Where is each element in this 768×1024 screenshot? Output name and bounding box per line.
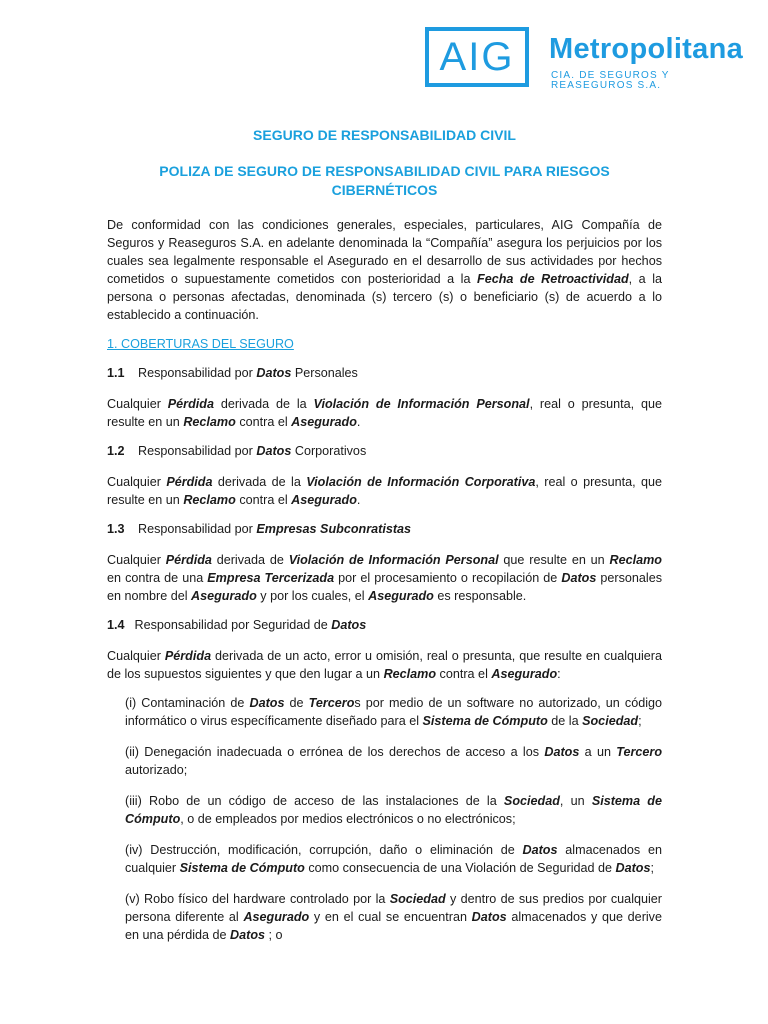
text-span: personales en nombre del xyxy=(107,571,663,603)
subsection-number: 1.1 xyxy=(107,366,125,380)
emphasis-span: Sociedad xyxy=(582,714,639,728)
emphasis-span: Datos xyxy=(230,928,266,942)
emphasis-span: Reclamo xyxy=(609,553,662,567)
subsection-1-3 xyxy=(107,520,662,538)
text-span: (iii) Robo de un código de acceso de las instalaciones de la xyxy=(125,794,504,808)
intro-paragraph xyxy=(107,216,662,324)
text-span: contra el xyxy=(436,667,492,681)
text-span: derivada de xyxy=(211,553,289,567)
text-span: (ii) Denegación inadecuada o errónea de los derechos de acceso a los xyxy=(125,745,545,759)
emphasis-span: Datos xyxy=(471,910,507,924)
text-span: y por los cuales, el xyxy=(256,589,369,603)
emphasis-span: Asegurado xyxy=(291,415,357,429)
text-span: Responsabilidad por Seguridad de xyxy=(134,618,332,632)
text-span: Cualquier xyxy=(107,649,165,663)
text-span: ; xyxy=(650,861,655,875)
text-span: (iv) Destrucción, modificación, corrupción, daño o eliminación de xyxy=(125,843,523,857)
text-span: almacenados y que derive en una pérdida de xyxy=(125,910,662,942)
emphasis-span: Violación de Información Personal xyxy=(313,397,530,411)
text-span: ; o xyxy=(265,928,283,942)
text-span: derivada de la xyxy=(213,397,314,411)
text-span: de xyxy=(284,696,309,710)
emphasis-span: Fecha de Retroactividad xyxy=(477,272,629,286)
text-span: es responsable. xyxy=(433,589,527,603)
document-title: SEGURO DE RESPONSABILIDAD CIVIL xyxy=(253,127,516,143)
emphasis-span: Datos xyxy=(256,444,292,458)
text-span: (i) Contaminación de xyxy=(125,696,250,710)
logo-company-name: Metropolitana xyxy=(549,33,744,65)
emphasis-span: Pérdida xyxy=(164,649,212,663)
emphasis-span: Asegurado xyxy=(491,667,558,681)
text-span: por el procesamiento o recopilación de xyxy=(334,571,562,585)
company-logo xyxy=(425,27,744,91)
emphasis-span: Sistema de Cómputo xyxy=(125,794,663,826)
subsection-number: 1.2 xyxy=(107,444,125,458)
text-span: (v) Robo físico del hardware controlado por la xyxy=(125,892,390,906)
emphasis-span: Sociedad xyxy=(389,892,446,906)
emphasis-span: Datos xyxy=(615,861,651,875)
emphasis-span: Tercero xyxy=(616,745,663,759)
text-span: Responsabilidad por xyxy=(138,522,257,536)
emphasis-span: Pérdida xyxy=(166,475,213,489)
emphasis-span: Datos xyxy=(249,696,285,710)
emphasis-span: Tercero xyxy=(308,696,355,710)
aig-logo-text: AIG xyxy=(439,35,515,79)
text-span: que resulte en un xyxy=(498,553,610,567)
emphasis-span: Violación de Información Corporativa xyxy=(306,475,536,489)
emphasis-span: Reclamo xyxy=(183,493,236,507)
emphasis-span: Datos xyxy=(256,366,292,380)
text-span: derivada de un acto, error u omisión, real o presunta, que resulte en cualquiera de los supuestos siguientes y que den lugar a un xyxy=(107,649,663,681)
text-span: en contra de una xyxy=(107,571,208,585)
text-span: , o de empleados por medios electrónicos o no electrónicos; xyxy=(180,812,516,826)
list-item-v xyxy=(125,890,662,944)
text-span: , real o presunta, que resulte en un xyxy=(107,397,662,429)
text-span: almacenados en cualquier xyxy=(125,843,662,875)
text-span: . xyxy=(356,415,361,429)
text-span: De conformidad con las condiciones generales, especiales, particulares, AIG Compañía de Seguros y Reaseguros S.A. en adelante denominada la “Compañía” asegura los perjuicios por los cuales sea legalmente responsable el Asegurado en el desarrollo de sus actividades por hechos cometidos o supuestamente cometidos con posterioridad a la xyxy=(107,218,662,286)
logo-company-subtitle: CIA. DE SEGUROS Y REASEGUROS S.A. xyxy=(551,70,670,91)
text-span: Corporativos xyxy=(291,444,367,458)
text-span: . xyxy=(356,493,361,507)
text-span: a un xyxy=(579,745,617,759)
emphasis-span: Empresas Subconratistas xyxy=(256,522,412,536)
list-item-i xyxy=(125,694,662,730)
subsection-number: 1.4 xyxy=(107,618,125,632)
emphasis-span: Pérdida xyxy=(167,397,214,411)
text-span: Responsabilidad por xyxy=(138,366,257,380)
text-span: , a la persona o personas afectadas, denominada (s) tercero (s) o beneficiario (s) de acuerdo a lo establecido a continuación. xyxy=(107,272,662,322)
list-item-iv xyxy=(125,841,662,877)
emphasis-span: Sistema de Cómputo xyxy=(422,714,548,728)
subsection-1-1 xyxy=(107,364,662,382)
emphasis-span: Asegurado xyxy=(243,910,310,924)
emphasis-span: Sistema de Cómputo xyxy=(179,861,305,875)
text-span: y dentro de sus predios por cualquier persona diferente al xyxy=(125,892,662,924)
emphasis-span: Datos xyxy=(522,843,558,857)
emphasis-span: Pérdida xyxy=(165,553,212,567)
policy-title: POLIZA DE SEGURO DE RESPONSABILIDAD CIVIL PARA RIESGOS CIBERNÉTICOS xyxy=(159,163,610,198)
text-span: Personales xyxy=(291,366,358,380)
emphasis-span: Violación de Información Personal xyxy=(288,553,499,567)
text-span: Responsabilidad por xyxy=(138,444,257,458)
emphasis-span: Datos xyxy=(331,618,367,632)
document-body xyxy=(107,126,662,957)
emphasis-span: Sociedad xyxy=(503,794,560,808)
text-span: derivada de la xyxy=(212,475,307,489)
aig-logo-box xyxy=(425,27,529,87)
list-item-ii xyxy=(125,743,662,779)
text-span: autorizado; xyxy=(125,763,188,777)
paragraph-1-3 xyxy=(107,551,662,605)
text-span: de la xyxy=(547,714,583,728)
text-span: como consecuencia de una Violación de Seguridad de xyxy=(304,861,616,875)
text-span: contra el xyxy=(235,415,292,429)
text-span: ; xyxy=(638,714,642,728)
subsection-1-4 xyxy=(107,616,662,634)
section-heading-coberturas: 1. COBERTURAS DEL SEGURO xyxy=(107,337,294,351)
text-span: s por medio de un software no autorizado, un código informático o virus específicamente diseñado para el xyxy=(125,696,663,728)
emphasis-span: Datos xyxy=(544,745,580,759)
paragraph-1-1 xyxy=(107,395,662,431)
text-span: : xyxy=(557,667,561,681)
text-span: contra el xyxy=(235,493,292,507)
subsection-number: 1.3 xyxy=(107,522,125,536)
text-span: y en el cual se encuentran xyxy=(309,910,472,924)
emphasis-span: Asegurado xyxy=(191,589,257,603)
list-item-iii xyxy=(125,792,662,828)
text-span: Cualquier xyxy=(107,475,167,489)
emphasis-span: Datos xyxy=(561,571,597,585)
paragraph-1-2 xyxy=(107,473,662,509)
emphasis-span: Empresa Tercerizada xyxy=(207,571,335,585)
emphasis-span: Reclamo xyxy=(383,667,437,681)
text-span: Cualquier xyxy=(107,553,166,567)
text-span: Cualquier xyxy=(107,397,168,411)
text-span: , un xyxy=(559,794,592,808)
emphasis-span: Asegurado xyxy=(291,493,357,507)
emphasis-span: Asegurado xyxy=(368,589,434,603)
subsection-1-2 xyxy=(107,442,662,460)
text-span: , real o presunta, que resulte en un xyxy=(107,475,662,507)
paragraph-1-4 xyxy=(107,647,662,683)
emphasis-span: Reclamo xyxy=(183,415,236,429)
